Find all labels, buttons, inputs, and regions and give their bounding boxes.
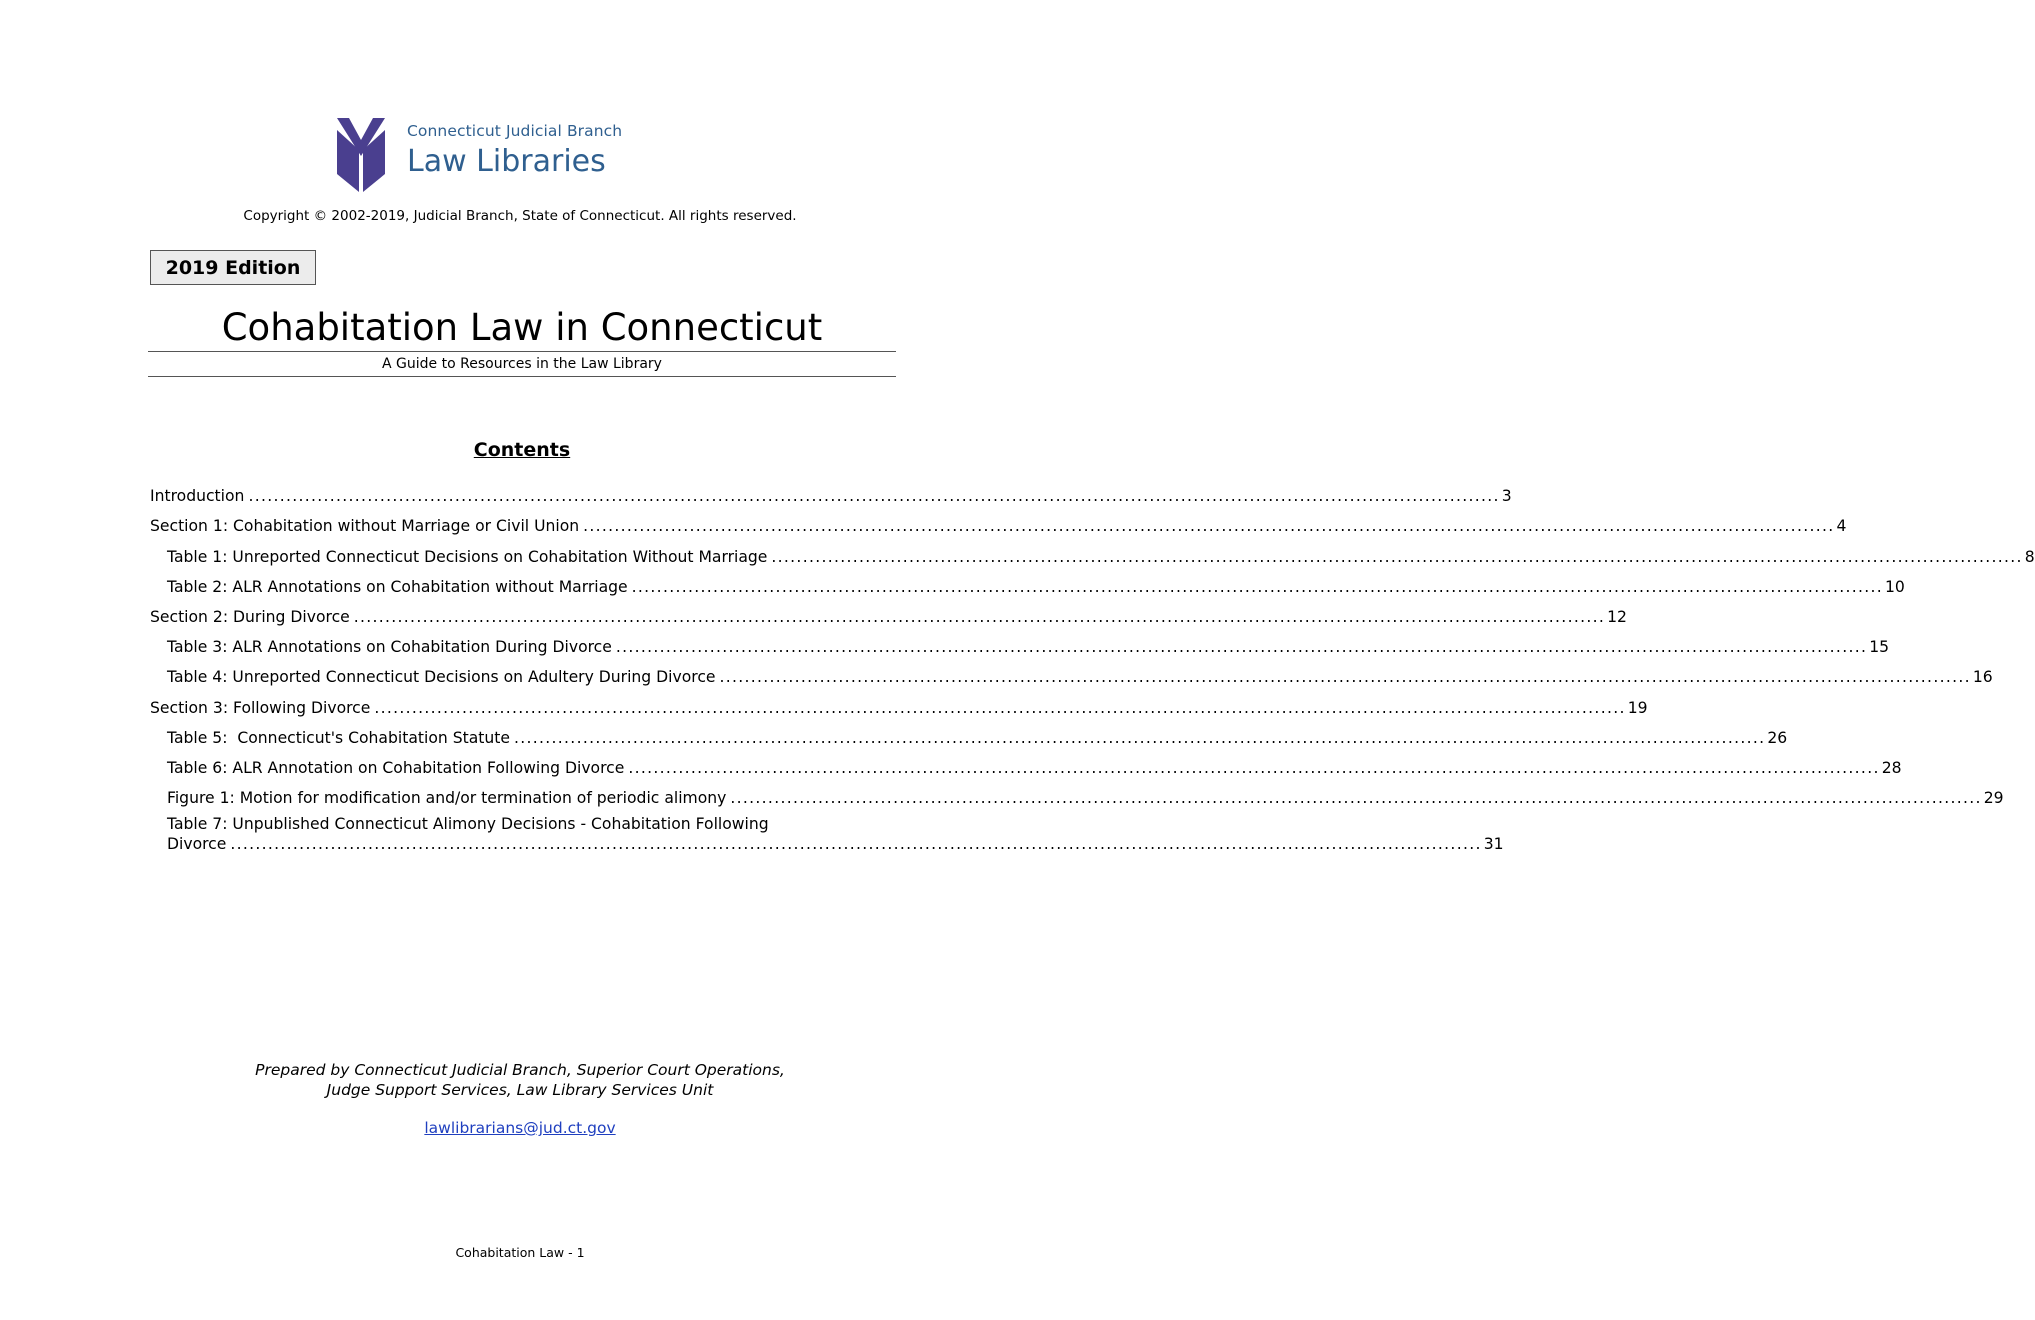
toc-leader-dots: ........................................................................................................................................................................................................ xyxy=(353,607,1606,626)
toc-leader-dots: ........................................................................................................................................................................................................ xyxy=(730,789,1982,808)
toc-leader-dots: ........................................................................................................................................................................................................ xyxy=(248,487,1500,506)
prepared-by-line-2: Judge Support Services, Law Library Services Unit xyxy=(326,1081,714,1099)
toc-entry[interactable] xyxy=(150,567,1905,597)
toc-entry-page: 16 xyxy=(1972,668,1993,687)
toc-entry[interactable] xyxy=(150,536,2035,566)
toc-entry-label: Table 1: Unreported Connecticut Decisions on Cohabitation Without Marriage xyxy=(167,547,768,566)
toc-entry-label: Table 3: ALR Annotations on Cohabitation During Divorce xyxy=(167,638,612,657)
toc-entry-label: Section 3: Following Divorce xyxy=(150,698,371,717)
copyright-notice: Copyright © 2002-2019, Judicial Branch, State of Connecticut. All rights reserved. xyxy=(243,208,797,224)
prepared-by-line-1: Prepared by Connecticut Judicial Branch, Superior Court Operations, xyxy=(255,1061,785,1079)
toc-entry-page: 10 xyxy=(1885,577,1905,596)
law-libraries-logo xyxy=(335,116,645,196)
toc-entry[interactable] xyxy=(150,748,1902,778)
title-divider-bottom xyxy=(148,376,896,377)
toc-entry-page: 28 xyxy=(1881,758,1902,777)
toc-entry-label: Figure 1: Motion for modification and/or termination of periodic alimony xyxy=(167,789,727,808)
edition-badge: 2019 Edition xyxy=(150,250,316,285)
toc-entry[interactable] xyxy=(150,778,2004,808)
toc-entry-label: Introduction xyxy=(150,487,245,506)
page-footer: Cohabitation Law - 1 xyxy=(455,1245,585,1260)
toc-entry-page: 29 xyxy=(1983,789,2004,808)
toc-leader-dots: ........................................................................................................................................................................................................ xyxy=(583,517,1835,536)
toc-entry-page: 3 xyxy=(1501,487,1512,506)
toc-entry-label: Table 7: Unpublished Connecticut Alimony Decisions - Cohabitation Following xyxy=(167,815,769,834)
toc-entry[interactable] xyxy=(150,476,1512,506)
toc-entry-label: Table 2: ALR Annotations on Cohabitation without Marriage xyxy=(167,577,628,596)
title-divider-top xyxy=(148,351,896,352)
toc-entry-page: 19 xyxy=(1627,698,1648,717)
toc-leader-dots: ........................................................................................................................................................................................................ xyxy=(514,728,1766,747)
prepared-by xyxy=(0,1060,1040,1100)
toc-entry-page: 12 xyxy=(1607,607,1627,626)
toc-entry-label: Section 2: During Divorce xyxy=(150,607,350,626)
toc-leader-dots: ........................................................................................................................................................................................................ xyxy=(719,668,1971,687)
toc-leader-dots: ........................................................................................................................................................................................................ xyxy=(771,547,2023,566)
toc-leader-dots: ........................................................................................................................................................................................................ xyxy=(374,698,1626,717)
toc-entry-page: 31 xyxy=(1483,835,1504,854)
toc-entry-label: Table 4: Unreported Connecticut Decisions on Adultery During Divorce xyxy=(167,668,716,687)
toc-leader-dots: ........................................................................................................................................................................................................ xyxy=(631,577,1884,596)
toc-entry-page: 15 xyxy=(1869,638,1890,657)
toc-entry-label-cont: Divorce xyxy=(167,835,227,854)
toc-entry[interactable] xyxy=(150,597,1627,627)
page-title: Cohabitation Law in Connecticut xyxy=(221,306,823,349)
toc-entry[interactable] xyxy=(150,506,1847,536)
book-stack-icon xyxy=(335,116,387,192)
page-subtitle: A Guide to Resources in the Law Library xyxy=(382,356,662,372)
toc-entry[interactable] xyxy=(150,687,1648,717)
toc-entry-label: Table 6: ALR Annotation on Cohabitation Following Divorce xyxy=(167,758,625,777)
contents-heading: Contents xyxy=(473,439,571,461)
toc-entry-page: 8 xyxy=(2024,547,2035,566)
toc-entry-label: Section 1: Cohabitation without Marriage or Civil Union xyxy=(150,517,580,536)
logo-branch-name: Connecticut Judicial Branch xyxy=(407,122,623,140)
toc-entry-page: 26 xyxy=(1767,728,1788,747)
toc-entry[interactable] xyxy=(150,718,1788,748)
logo-law-libraries: Law Libraries xyxy=(407,144,606,179)
toc-entry-table-7[interactable] xyxy=(150,814,1504,854)
toc-entry[interactable] xyxy=(150,657,1993,687)
toc-leader-dots: ........................................................................................................................................................................................................ xyxy=(615,638,1868,657)
toc-leader-dots: ........................................................................................................................................................................................................ xyxy=(230,835,1482,854)
toc-entry[interactable] xyxy=(150,627,1890,657)
toc-entry-page: 4 xyxy=(1836,517,1847,536)
toc-leader-dots: ........................................................................................................................................................................................................ xyxy=(628,758,1880,777)
toc-entry-label: Table 5: Connecticut's Cohabitation Statute xyxy=(167,728,510,747)
table-of-contents xyxy=(150,476,2035,854)
contact-email-link[interactable]: lawlibrarians@jud.ct.gov xyxy=(424,1119,616,1137)
